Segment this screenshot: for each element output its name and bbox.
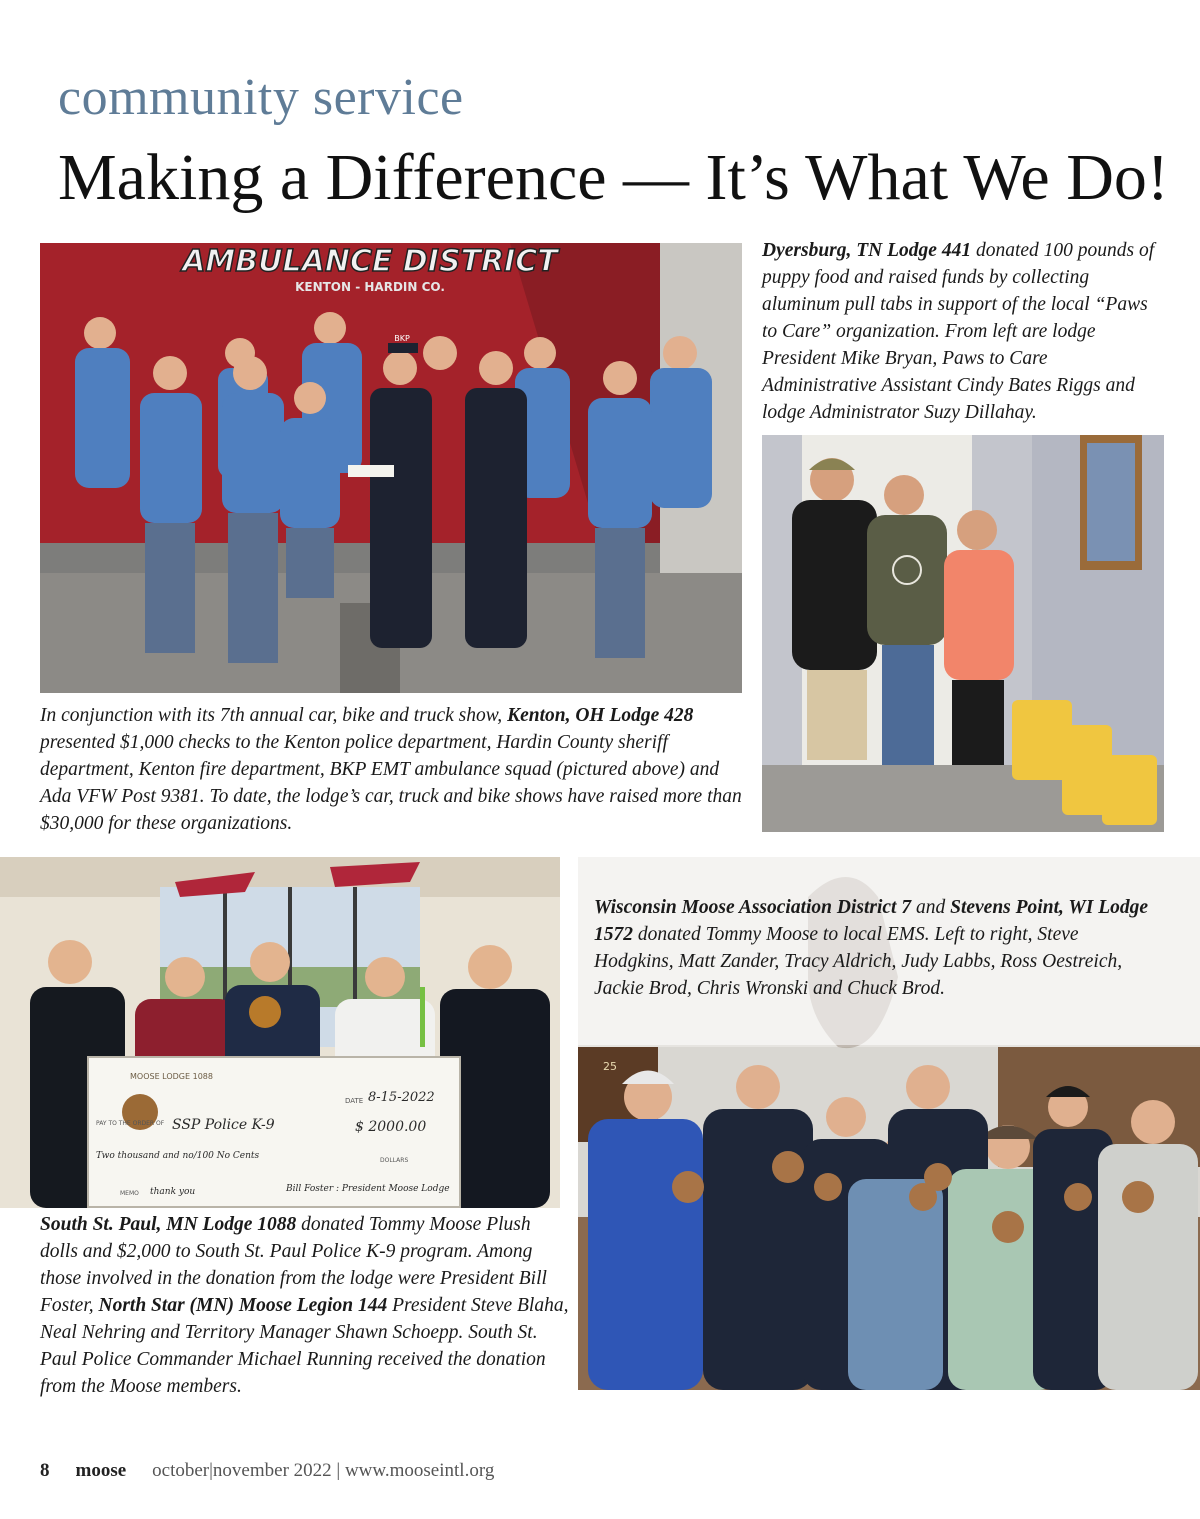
- ambulance-sign-sub: KENTON - HARDIN CO.: [295, 280, 445, 294]
- dyersburg-lodge-name: Dyersburg, TN Lodge 441: [762, 240, 972, 261]
- check-memo-label: MEMO: [120, 1190, 139, 1197]
- kenton-lodge-name: Kenton, OH Lodge 428: [507, 705, 694, 726]
- south-st-paul-caption: South St. Paul, MN Lodge 1088 donated Tommy Moose Plush dolls and $2,000 to South St. Paul Police K-9 program. Among those involved in the donation from the lodge were President Bill Foster, North Star (MN) Moose Legion 144 President Steve Blaha, Neal Nehring and Territory Manager Shawn Schoepp. South St. Paul Police Commander Michael Running received the donation from the Moose members.: [40, 1214, 569, 1397]
- check-header: MOOSE LODGE 1088: [130, 1072, 213, 1081]
- ambulance-sign: AMBULANCE DISTRICT: [182, 244, 558, 279]
- donation-check: [88, 1057, 460, 1207]
- check-dollars: DOLLARS: [380, 1157, 409, 1164]
- kenton-caption: In conjunction with its 7th annual car, bike and truck show, Kenton, OH Lodge 428 presented $1,000 checks to the Kenton police department, Hardin County sheriff department, Kenton fire department, BKP EMT ambulance squad (pictured above) and Ada VFW Post 9381. To date, the lodge’s car, truck and bike shows have raised more than $30,000 for these organizations.: [40, 705, 742, 834]
- check-pay-label: PAY TO THE ORDER OF: [96, 1120, 165, 1127]
- check-date-label: DATE: [345, 1097, 364, 1105]
- check-amount: $ 2000.00: [355, 1119, 427, 1135]
- stevens-point-lodge-name: Stevens Point, WI Lodge 1572: [594, 897, 1149, 945]
- south-st-paul-lodge-name: South St. Paul, MN Lodge 1088: [40, 1214, 297, 1235]
- check-memo: thank you: [150, 1187, 196, 1197]
- page-title: Making a Difference — It’s What We Do!: [58, 141, 1169, 214]
- kenton-lodge-photo: [40, 243, 742, 693]
- dyersburg-caption: Dyersburg, TN Lodge 441 donated 100 pounds of puppy food and raised funds by collecting aluminum pull tabs in support of the local “Paws to Care” organization. From left are lodge President Mike Bryan, Paws to Care Administrative Assistant Cindy Bates Riggs and lodge Administrator Suzy Dillahay.: [762, 240, 1155, 423]
- check-words: Two thousand and no/100 No Cents: [96, 1151, 260, 1161]
- wisconsin-district-name: Wisconsin Moose Association District 7: [594, 897, 912, 918]
- page-number: 8: [40, 1460, 50, 1481]
- cap-badge: BKP: [394, 334, 410, 343]
- check-date: 8-15-2022: [368, 1090, 435, 1105]
- check-payee: SSP Police K-9: [172, 1117, 275, 1133]
- magazine-name: moose: [75, 1460, 127, 1481]
- south-st-paul-photo: [0, 857, 560, 1208]
- wisconsin-caption: Wisconsin Moose Association District 7 and Stevens Point, WI Lodge 1572 donated Tommy Moose to local EMS. Left to right, Steve Hodgkins, Matt Zander, Tracy Aldrich, Judy Labbs, Ross Oestreich, Jackie Brod, Chris Wronski and Chuck Brod.: [594, 897, 1149, 999]
- dyersburg-lodge-photo: [762, 435, 1164, 832]
- check-signature: Bill Foster : President Moose Lodge: [286, 1184, 450, 1194]
- issue-info: october|november 2022 | www.mooseintl.org: [152, 1460, 495, 1481]
- page-footer: [40, 1460, 494, 1482]
- plaque-number: 25: [603, 1060, 617, 1073]
- north-star-legion-name: North Star (MN) Moose Legion 144: [98, 1295, 388, 1316]
- section-label: community service: [58, 69, 464, 126]
